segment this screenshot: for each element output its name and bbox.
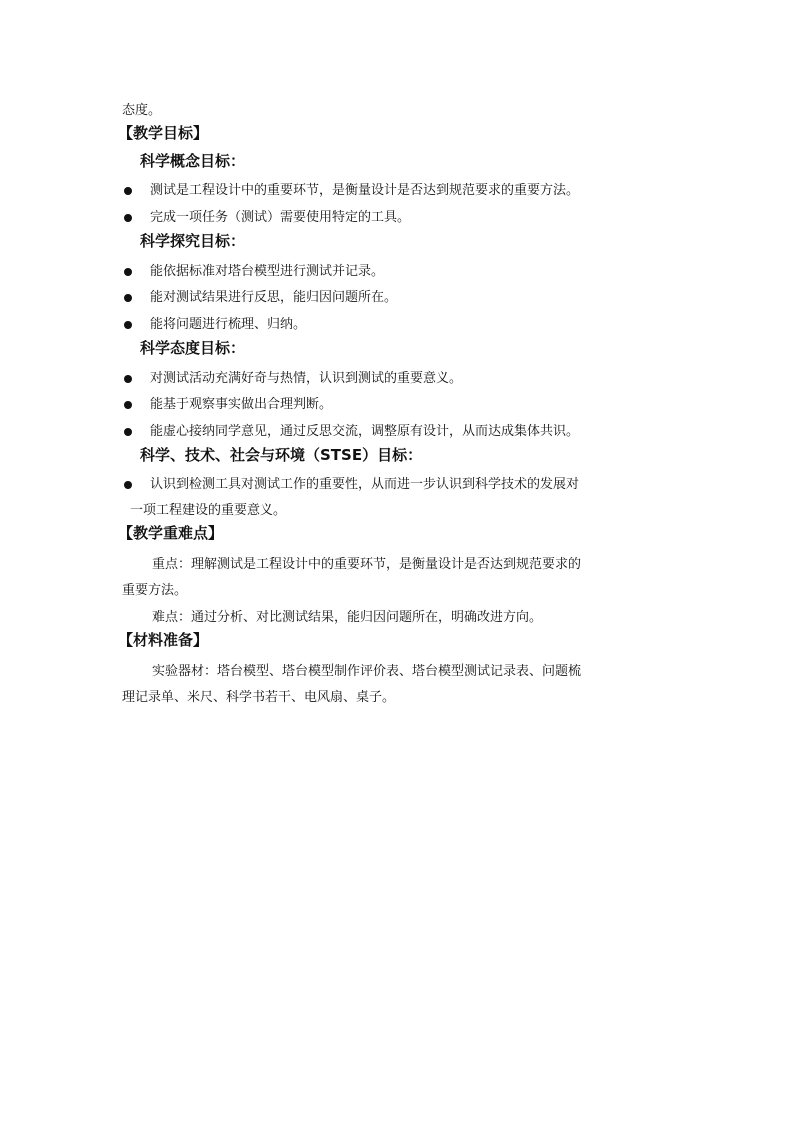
bullet-icon [124,214,132,222]
difficulty-point-text: 难点：通过分析、对比测试结果，能归因问题所在，明确改进方向。 [152,610,543,625]
stse-goal-text-continued: 一项工程建设的重要意义。 [130,503,287,518]
bullet-icon [124,268,132,276]
focus-point-text-continued: 重要方法。 [122,583,188,598]
materials-heading: 【材料准备】 [118,631,209,649]
stse-goals-title: 科学、技术、社会与环境（STSE）目标： [140,446,423,464]
inquiry-goal-text: 能将问题进行梳理、归纳。 [150,317,307,332]
attitude-goal-text: 能虚心接纳同学意见，通过反思交流，调整原有设计，从而达成集体共识。 [150,424,580,439]
inquiry-goal-text: 能对测试结果进行反思，能归因问题所在。 [150,290,398,305]
concept-goals-title: 科学概念目标： [140,152,246,170]
key-points-heading: 【教学重难点】 [118,524,224,542]
attitude-goal-text: 对测试活动充满好奇与热情，认识到测试的重要意义。 [150,371,463,386]
bullet-icon [124,428,132,436]
concept-goal-text: 测试是工程设计中的重要环节，是衡量设计是否达到规范要求的重要方法。 [150,183,580,198]
intro-tail-text: 态度。 [122,103,162,118]
bullet-icon [124,481,132,489]
attitude-goal-text: 能基于观察事实做出合理判断。 [150,397,333,412]
materials-text-continued: 理记录单、米尺、科学书若干、电风扇、桌子。 [122,690,396,705]
bullet-icon [124,321,132,329]
bullet-icon [124,187,132,195]
bullet-icon [124,294,132,302]
inquiry-goals-title: 科学探究目标： [140,232,246,250]
concept-goal-text: 完成一项任务（测试）需要使用特定的工具。 [150,210,411,225]
stse-goal-text: 认识到检测工具对测试工作的重要性，从而进一步认识到科学技术的发展对 [150,477,580,492]
inquiry-goal-text: 能依据标准对塔台模型进行测试并记录。 [150,264,385,279]
attitude-goals-title: 科学态度目标： [140,339,246,357]
bullet-icon [124,401,132,409]
teaching-goals-heading: 【教学目标】 [118,124,209,142]
bullet-icon [124,375,132,383]
focus-point-text: 重点：理解测试是工程设计中的重要环节，是衡量设计是否达到规范要求的 [152,557,582,572]
materials-text: 实验器材：塔台模型、塔台模型制作评价表、塔台模型测试记录表、问题梳 [152,664,582,679]
